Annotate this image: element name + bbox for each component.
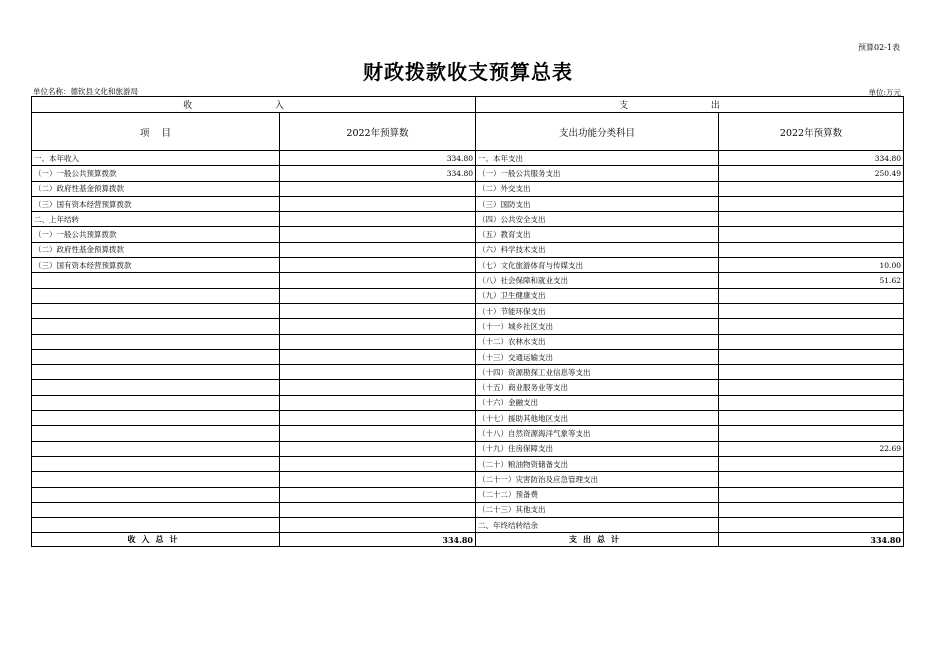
expense-amount-cell — [719, 502, 904, 517]
income-header: 收 入 — [32, 97, 476, 113]
expense-item-cell: （二十一）灾害防治及应急管理支出 — [476, 472, 719, 487]
income-amount-cell — [280, 273, 476, 288]
expense-item-cell: （九）卫生健康支出 — [476, 288, 719, 303]
income-amount-cell — [280, 334, 476, 349]
income-amount-cell — [280, 349, 476, 364]
func-class-header: 支出功能分类科目 — [476, 113, 719, 151]
expense-amount-cell — [719, 472, 904, 487]
income-item-cell — [32, 441, 280, 456]
income-amount-cell — [280, 242, 476, 257]
income-amount-cell — [280, 365, 476, 380]
income-amount-cell: 334.80 — [280, 151, 476, 166]
table-row — [32, 411, 904, 426]
expense-amount-cell: 250.49 — [719, 166, 904, 181]
income-amount-cell — [280, 181, 476, 196]
table-row — [32, 518, 904, 533]
income-item-cell — [32, 395, 280, 410]
expense-amount-cell — [719, 242, 904, 257]
income-amount-cell — [280, 380, 476, 395]
expense-amount-cell — [719, 212, 904, 227]
income-amount-cell — [280, 288, 476, 303]
expense-item-cell: （十六）金融支出 — [476, 395, 719, 410]
income-amount-cell — [280, 426, 476, 441]
expense-amount-cell — [719, 227, 904, 242]
expense-item-cell: （六）科学技术支出 — [476, 242, 719, 257]
table-row — [32, 212, 904, 227]
expense-amount-cell — [719, 303, 904, 318]
expense-item-cell: （十三）交通运输支出 — [476, 349, 719, 364]
income-item-cell — [32, 472, 280, 487]
income-item-cell — [32, 334, 280, 349]
income-item-cell — [32, 426, 280, 441]
expense-item-cell: （四）公共安全支出 — [476, 212, 719, 227]
expense-item-cell: （二十）粮油物资储备支出 — [476, 456, 719, 471]
table-body — [32, 151, 904, 533]
income-amount-cell — [280, 487, 476, 502]
income-item-cell — [32, 518, 280, 533]
table-row — [32, 181, 904, 196]
income-amount-cell — [280, 441, 476, 456]
income-item-cell — [32, 349, 280, 364]
expense-item-cell: （十）节能环保支出 — [476, 303, 719, 318]
table-row — [32, 365, 904, 380]
expense-item-cell: （十二）农林水支出 — [476, 334, 719, 349]
expense-item-cell: （十五）商业服务业等支出 — [476, 380, 719, 395]
expense-amount-cell — [719, 380, 904, 395]
currency-unit: 单位:万元 — [868, 88, 901, 97]
expense-item-cell: （一）一般公共服务支出 — [476, 166, 719, 181]
income-item-cell: （一）一般公共预算拨款 — [32, 227, 280, 242]
table-row — [32, 380, 904, 395]
table-row — [32, 227, 904, 242]
income-item-cell — [32, 273, 280, 288]
income-budget-header: 2022年预算数 — [280, 113, 476, 151]
income-total-value: 334.80 — [280, 533, 476, 547]
income-item-cell — [32, 319, 280, 334]
unit-name: 单位名称：德钦县文化和旅游局 — [33, 87, 138, 96]
expense-item-cell: 二、年终结转结余 — [476, 518, 719, 533]
income-item-cell: （三）国有资本经营预算拨款 — [32, 196, 280, 211]
expense-item-cell: （七）文化旅游体育与传媒支出 — [476, 258, 719, 273]
table-row — [32, 472, 904, 487]
income-item-cell — [32, 411, 280, 426]
income-amount-cell — [280, 395, 476, 410]
expense-amount-cell — [719, 288, 904, 303]
income-amount-cell — [280, 303, 476, 318]
income-item-cell: （二）政府性基金预算拨款 — [32, 242, 280, 257]
table-row — [32, 334, 904, 349]
expense-amount-cell — [719, 365, 904, 380]
income-amount-cell — [280, 456, 476, 471]
expense-item-cell: （八）社会保障和就业支出 — [476, 273, 719, 288]
table-row — [32, 288, 904, 303]
expense-amount-cell: 51.62 — [719, 273, 904, 288]
expense-item-cell: （十四）资源勘探工业信息等支出 — [476, 365, 719, 380]
item-header: 项 目 — [32, 113, 280, 151]
table-row — [32, 441, 904, 456]
expense-item-cell: （五）教育支出 — [476, 227, 719, 242]
income-amount-cell — [280, 227, 476, 242]
expense-item-cell: （十一）城乡社区支出 — [476, 319, 719, 334]
table-row — [32, 273, 904, 288]
income-amount-cell — [280, 212, 476, 227]
table-row — [32, 196, 904, 211]
expense-item-cell: （二十二）预备费 — [476, 487, 719, 502]
expense-item-cell: （三）国防支出 — [476, 196, 719, 211]
income-amount-cell — [280, 319, 476, 334]
expense-amount-cell — [719, 411, 904, 426]
form-number: 预算02-1表 — [858, 43, 900, 52]
income-item-cell — [32, 365, 280, 380]
table-row — [32, 303, 904, 318]
expense-item-cell: （十八）自然资源海洋气象等支出 — [476, 426, 719, 441]
expense-item-cell: 一、本年支出 — [476, 151, 719, 166]
table-row — [32, 242, 904, 257]
income-item-cell — [32, 456, 280, 471]
expense-amount-cell — [719, 518, 904, 533]
table-row — [32, 258, 904, 273]
income-item-cell — [32, 502, 280, 517]
expense-amount-cell — [719, 395, 904, 410]
expense-total-label: 支出总计 — [476, 533, 719, 547]
income-item-cell: 一、本年收入 — [32, 151, 280, 166]
table-row — [32, 426, 904, 441]
table-row — [32, 166, 904, 181]
income-amount-cell — [280, 502, 476, 517]
expense-amount-cell — [719, 334, 904, 349]
total-row — [32, 533, 904, 547]
expense-amount-cell — [719, 349, 904, 364]
expense-item-cell: （二）外交支出 — [476, 181, 719, 196]
expense-item-cell: （十七）援助其他地区支出 — [476, 411, 719, 426]
table-row — [32, 319, 904, 334]
expense-amount-cell — [719, 487, 904, 502]
income-amount-cell — [280, 518, 476, 533]
table-row — [32, 349, 904, 364]
income-amount-cell — [280, 196, 476, 211]
expense-amount-cell — [719, 319, 904, 334]
income-amount-cell — [280, 411, 476, 426]
table-row — [32, 395, 904, 410]
header-row-sections — [32, 97, 904, 113]
income-item-cell — [32, 288, 280, 303]
expense-header: 支 出 — [476, 97, 904, 113]
income-item-cell — [32, 487, 280, 502]
income-amount-cell — [280, 258, 476, 273]
expense-amount-cell: 10.00 — [719, 258, 904, 273]
income-item-cell: （三）国有资本经营预算拨款 — [32, 258, 280, 273]
expense-amount-cell — [719, 426, 904, 441]
income-amount-cell — [280, 472, 476, 487]
table-row — [32, 487, 904, 502]
expense-amount-cell — [719, 196, 904, 211]
header-row-columns — [32, 113, 904, 151]
income-item-cell: （一）一般公共预算拨款 — [32, 166, 280, 181]
expense-item-cell: （十九）住房保障支出 — [476, 441, 719, 456]
budget-table — [31, 96, 904, 547]
table-row — [32, 502, 904, 517]
expense-amount-cell: 334.80 — [719, 151, 904, 166]
income-item-cell — [32, 380, 280, 395]
expense-amount-cell: 22.69 — [719, 441, 904, 456]
income-item-cell: 二、上年结转 — [32, 212, 280, 227]
expense-total-value: 334.80 — [719, 533, 904, 547]
expense-budget-header: 2022年预算数 — [719, 113, 904, 151]
income-total-label: 收入总计 — [32, 533, 280, 547]
income-item-cell: （二）政府性基金预算拨款 — [32, 181, 280, 196]
expense-amount-cell — [719, 181, 904, 196]
table-row — [32, 151, 904, 166]
table-row — [32, 456, 904, 471]
income-amount-cell: 334.80 — [280, 166, 476, 181]
expense-amount-cell — [719, 456, 904, 471]
expense-item-cell: （二十三）其他支出 — [476, 502, 719, 517]
page-title: 财政拨款收支预算总表 — [363, 60, 573, 84]
income-item-cell — [32, 303, 280, 318]
